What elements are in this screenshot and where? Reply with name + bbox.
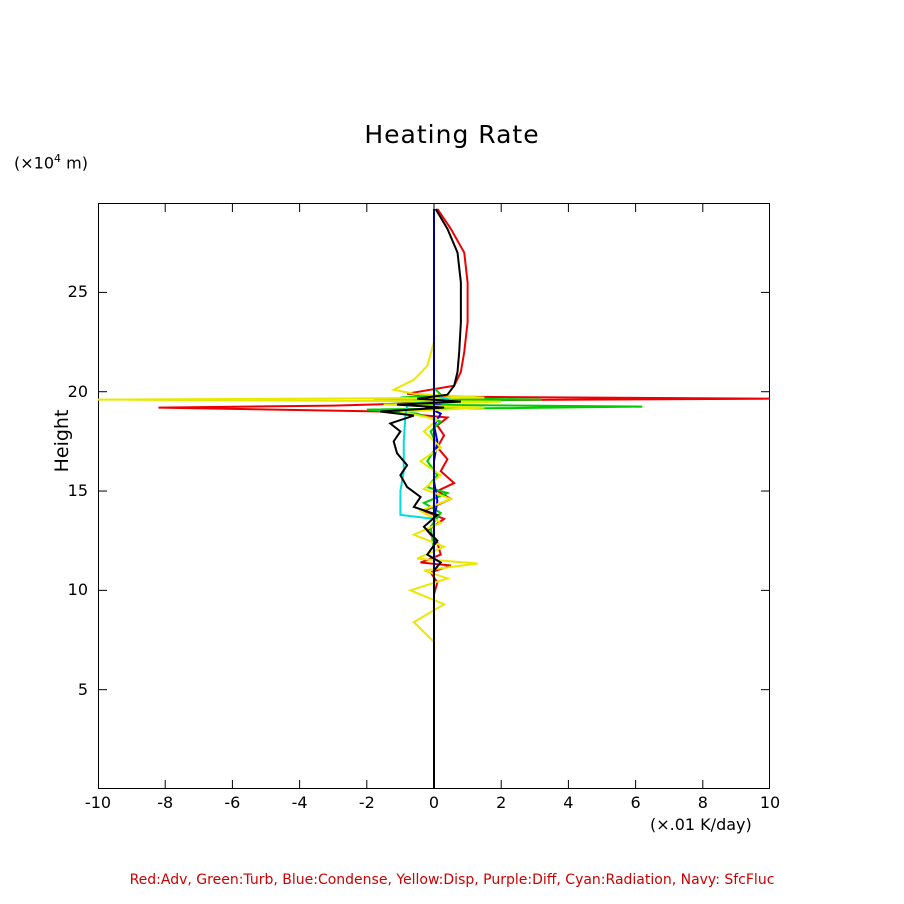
x-tick-label: 4 (563, 793, 574, 812)
y-tick-label: 5 (77, 679, 88, 699)
y-tick-label: 10 (67, 580, 88, 600)
x-tick-label: 8 (697, 793, 708, 812)
x-tick-label: -2 (358, 793, 375, 812)
chart-title: Heating Rate (364, 120, 540, 149)
x-tick-label: -4 (291, 793, 308, 812)
x-axis-label: (×.01 K/day) (650, 815, 752, 834)
chart-legend: Red:Adv, Green:Turb, Blue:Condense, Yellow:Disp, Purple:Diff, Cyan:Radiation, Navy: SfcFluc (129, 872, 775, 888)
y-tick-label: 15 (67, 481, 88, 501)
plot-area (98, 203, 770, 789)
x-tick-label: -10 (84, 793, 112, 812)
x-tick-label: 0 (428, 793, 440, 812)
y-axis-label: Height (51, 409, 73, 473)
x-tick-label: 6 (630, 793, 641, 812)
series-turb (367, 209, 643, 789)
x-tick-label: 2 (496, 793, 507, 812)
x-tick-label: -8 (157, 793, 174, 812)
x-tick-label: 10 (759, 793, 781, 812)
series-disp (98, 209, 501, 789)
y-tick-label: 20 (67, 381, 88, 401)
series-adv (158, 209, 770, 789)
y-axis-units-label: ($\times 10^4$ m) (14, 152, 88, 173)
series-radiation (400, 209, 454, 789)
y-tick-label: 25 (67, 282, 88, 302)
x-tick-label: -6 (224, 793, 241, 812)
